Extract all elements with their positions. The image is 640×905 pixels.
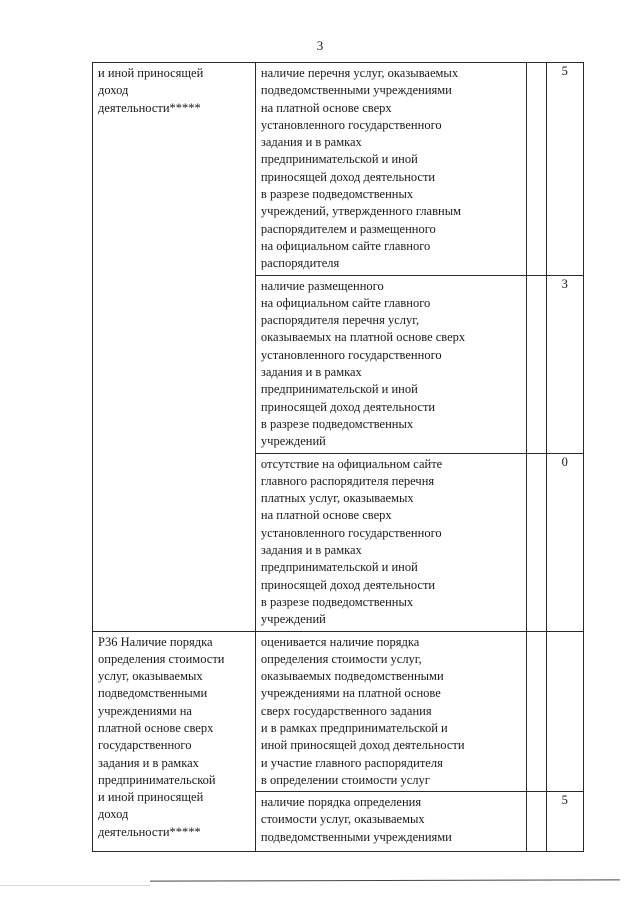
criteria-table [92, 62, 584, 852]
score-cell: 3 [546, 275, 583, 453]
description-text: наличие перечня услуг, оказываемых подведомственными учреждениями на платной основе сверх установленного государственного задания и в рамках предпринимательской и иной приносящей доход деятельности в разрезе подведомственных учреждений, утвержденного главным распорядителем и размещенного на официальном сайте главного распорядителя [260, 66, 462, 271]
scan-edge-line [0, 885, 150, 886]
criterion-text: Р36 Наличие порядка определения стоимости услуг, оказываемых подведомственными учреждениями на платной основе сверх государственного задания и в рамках предпринимательской и иной приносящей доход деятельности***** [98, 634, 225, 839]
score-cell [546, 631, 583, 792]
criterion-cell [93, 631, 256, 852]
description-cell [255, 453, 526, 631]
description-text: отсутствие на официальном сайте главного распорядителя перечня платных услуг, оказываемых на платной основе сверх установленного государственного задания и в рамках предпринимательской и иной приносящей доход деятельности в разрезе подведомственных учреждений [260, 456, 443, 627]
empty-cell [526, 453, 546, 631]
empty-cell [526, 275, 546, 453]
criterion-cell [93, 63, 256, 632]
description-cell [255, 792, 526, 852]
description-cell [255, 63, 526, 276]
table-row [93, 631, 584, 792]
score-cell: 5 [546, 792, 583, 852]
description-text: оценивается наличие порядка определения стоимости услуг, оказываемых подведомственными учреждениями на платной основе сверх государственного задания и в рамках предпринимательской и иной приносящей доход деятельности и участие главного распорядителя в определении стоимости услуг [260, 634, 465, 787]
score-cell: 5 [546, 63, 583, 276]
score-cell: 0 [546, 453, 583, 631]
description-text: наличие порядка определения стоимости услуг, оказываемых подведомственными учреждениями [260, 795, 452, 844]
criterion-text: и иной приносящей доход деятельности***** [98, 66, 204, 115]
table-row [93, 63, 584, 276]
scan-edge-line [150, 879, 620, 881]
description-text: наличие размещенного на официальном сайте главного распорядителя перечня услуг, оказываемых на платной основе сверх установленного государственного задания и в рамках предпринимательской и иной приносящей доход деятельности в разрезе подведомственных учреждений [260, 278, 466, 449]
page-number: 3 [316, 38, 324, 53]
empty-cell [526, 631, 546, 792]
description-cell [255, 275, 526, 453]
empty-cell [526, 792, 546, 852]
empty-cell [526, 63, 546, 276]
description-cell [255, 631, 526, 792]
